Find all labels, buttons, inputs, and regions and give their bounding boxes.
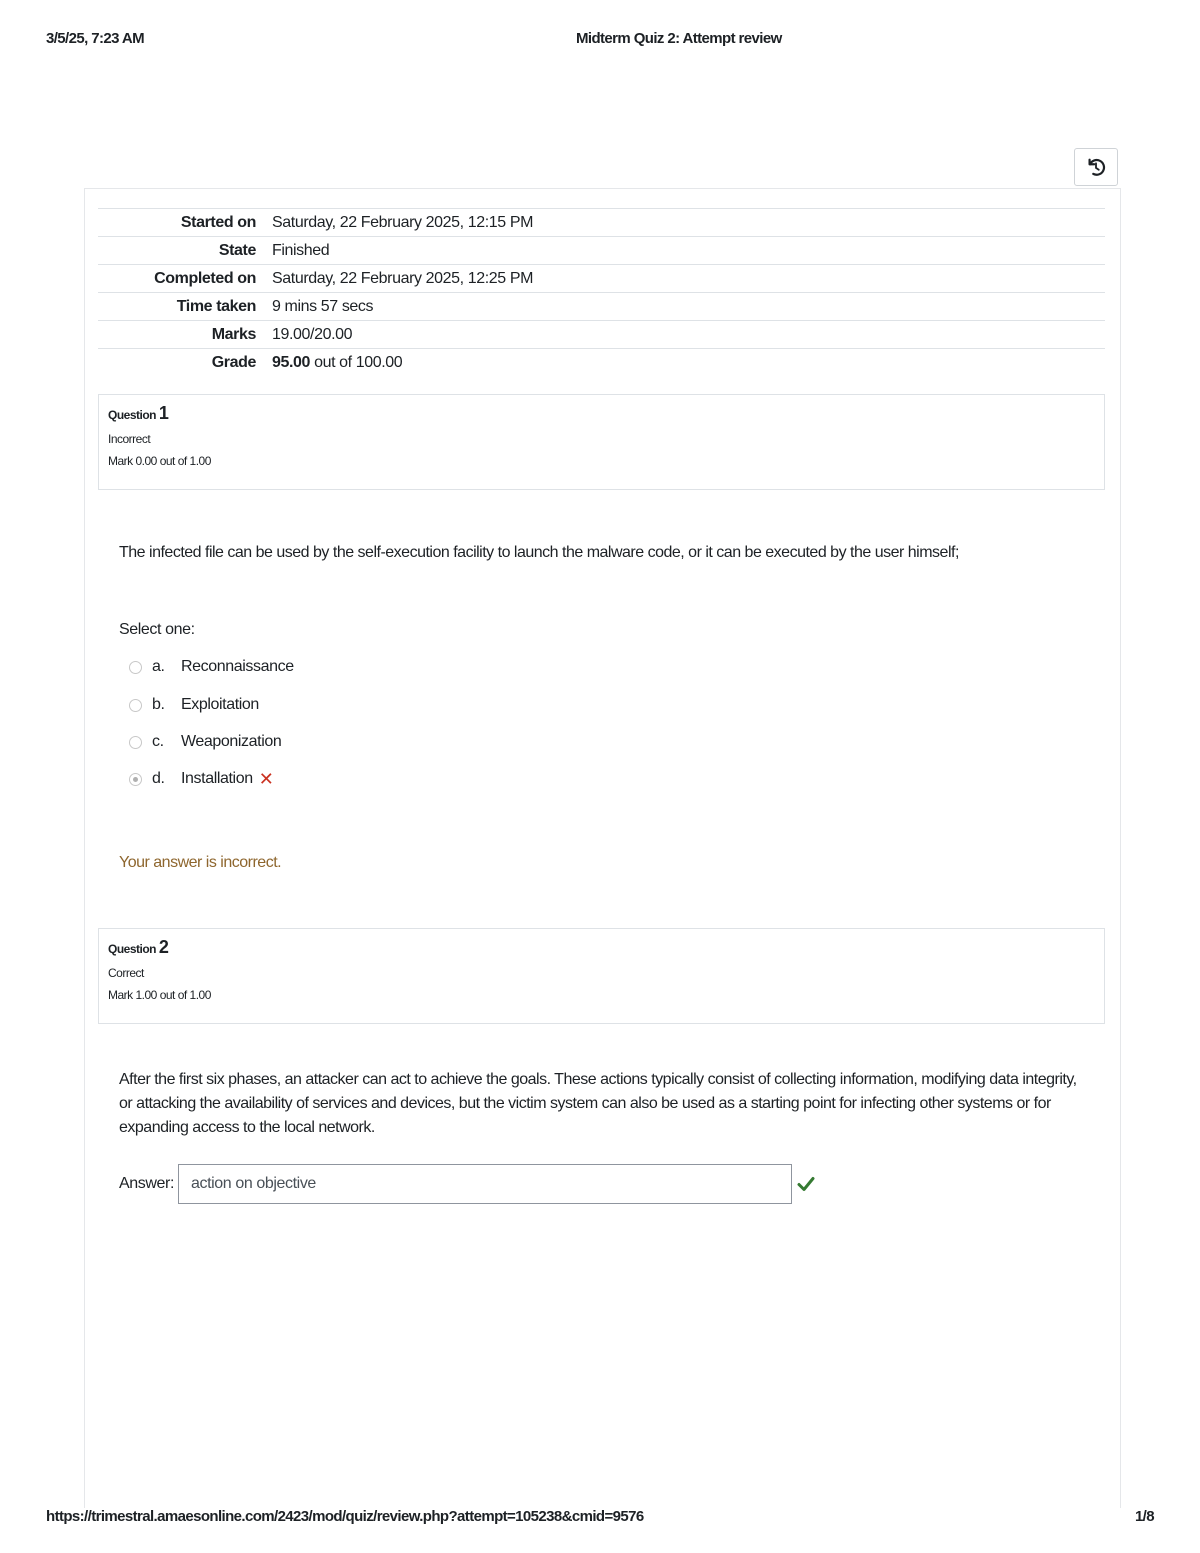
answer-option-c[interactable] [129,730,281,754]
summary-value: 19.00/20.00 [272,325,353,343]
option-text: Installation [181,770,253,787]
incorrect-icon: ✕ [258,768,274,789]
option-letter: a. [152,658,165,675]
question-2-text: After the first six phases, an attacker can act to achieve the goals. These actions typically consist of collecting information, modifying data integrity, or attacking the availability of services and devices, but the victim system can also be used as a starting point for infecting other systems or for expanding access to the local network. [119,1071,1077,1136]
summary-row-marks [98,321,1105,349]
question-label: Question [108,942,157,956]
summary-row-started [98,209,1105,237]
summary-row-completed [98,265,1105,293]
summary-label: Started on [180,213,256,231]
question-1-text: The infected file can be used by the self-execution facility to launch the malware code, or it can be executed by the user himself; [119,544,959,561]
answer-row [119,1164,816,1204]
attempt-summary-table [98,208,1105,377]
summary-label: Grade [211,353,256,371]
grade-value: 95.00 [272,353,311,371]
select-one-prompt: Select one: [119,621,195,638]
question-number-value: 1 [158,403,169,423]
summary-value: Saturday, 22 February 2025, 12:25 PM [272,269,534,287]
radio-b[interactable] [129,699,142,712]
print-page-number: 1/8 [1134,1508,1154,1525]
summary-row-state [98,237,1105,265]
grade-out-of: out of 100.00 [310,353,403,371]
summary-value: Saturday, 22 February 2025, 12:15 PM [272,213,534,231]
radio-c[interactable] [129,736,142,749]
question-number-value: 2 [158,937,169,957]
question-number [108,403,1095,424]
answer-option-d[interactable] [129,767,273,791]
option-letter: d. [152,770,165,787]
print-footer [46,1508,1154,1528]
option-letter: b. [152,696,165,713]
summary-value: 9 mins 57 secs [272,297,374,315]
restart-icon [1085,156,1107,178]
answer-option-a[interactable] [129,655,294,679]
question-mark: Mark 1.00 out of 1.00 [108,988,211,1002]
summary-row-grade [98,349,1105,377]
summary-label: Completed on [154,269,256,287]
summary-row-time-taken [98,293,1105,321]
answer-input[interactable]: action on objective [178,1164,792,1204]
summary-value: Finished [272,241,330,259]
restart-button[interactable] [1074,148,1118,186]
content-frame [84,188,1121,1508]
question-status: Correct [108,966,144,980]
option-text: Exploitation [181,696,259,713]
summary-label: Time taken [176,297,256,315]
question-mark: Mark 0.00 out of 1.00 [108,454,211,468]
print-header [46,30,1154,50]
answer-label: Answer: [119,1175,174,1192]
correct-check-icon [796,1174,816,1194]
option-text: Reconnaissance [181,658,294,675]
print-url: https://trimestral.amaesonline.com/2423/mod/quiz/review.php?attempt=105238&cmid=9576 [46,1508,644,1525]
question-number [108,937,1095,958]
answer-option-b[interactable] [129,693,259,717]
question-2-info [98,928,1105,1024]
radio-d[interactable] [129,773,142,786]
summary-label: State [218,241,256,259]
option-letter: c. [152,733,164,750]
option-text: Weaponization [181,733,282,750]
radio-a[interactable] [129,661,142,674]
summary-label: Marks [211,325,256,343]
question-status: Incorrect [108,432,151,446]
answer-feedback: Your answer is incorrect. [119,854,282,871]
print-page-title: Midterm Quiz 2: Attempt review [576,30,782,47]
summary-value [270,349,1105,377]
question-label: Question [108,408,157,422]
print-date: 3/5/25, 7:23 AM [46,30,144,47]
question-1-info [98,394,1105,490]
